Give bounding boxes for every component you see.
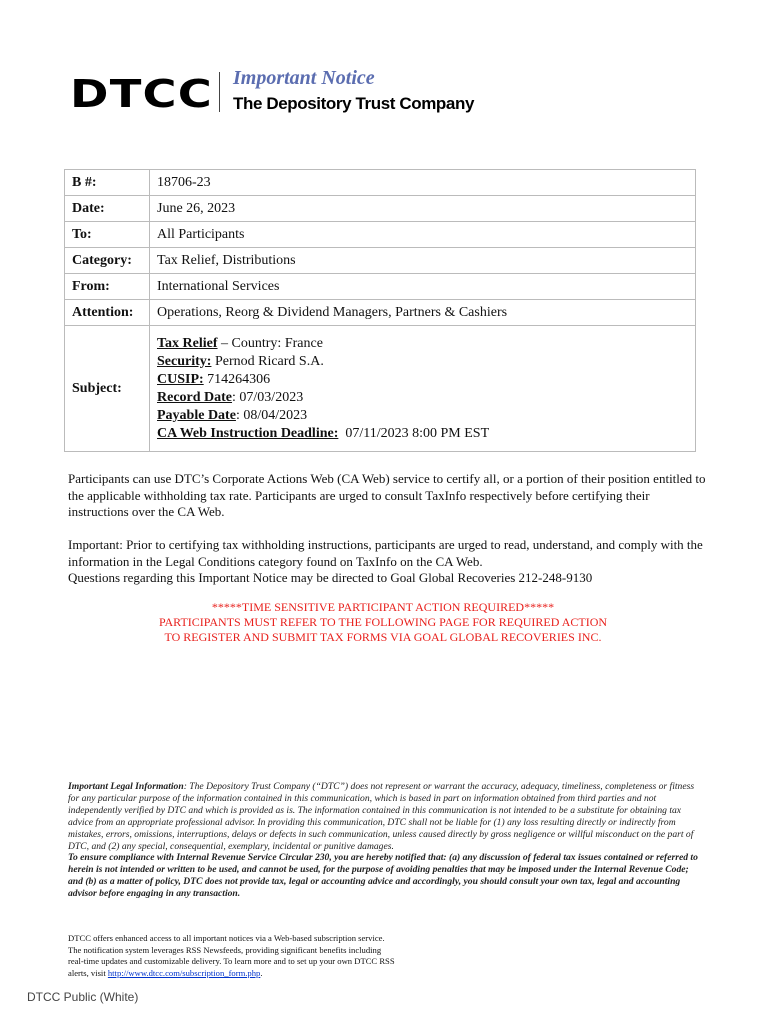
company-name: The Depository Trust Company bbox=[233, 94, 475, 113]
b-number-value: 18706-23 bbox=[150, 170, 696, 196]
rss-line-4-suffix: . bbox=[260, 967, 263, 978]
document-classification: DTCC Public (White) bbox=[27, 990, 139, 1004]
important-text: Important: Prior to certifying tax withholding instructions, participants are urged to read, understand, and comply with the information in the Legal Conditions category found on TaxInfo on the CA Web. bbox=[68, 537, 703, 569]
attention-label: Attention: bbox=[65, 300, 150, 326]
cusip-value: 714264306 bbox=[203, 371, 271, 387]
date-label: Date: bbox=[65, 196, 150, 222]
notice-header bbox=[70, 66, 670, 118]
payable-date-label: Payable Date bbox=[157, 407, 236, 423]
subject-label: Subject: bbox=[65, 326, 150, 452]
subject-security bbox=[157, 353, 688, 371]
alert-line-1: *****TIME SENSITIVE PARTICIPANT ACTION REQUIRED***** bbox=[211, 600, 555, 614]
date-value: June 26, 2023 bbox=[150, 196, 696, 222]
rss-subscription-info bbox=[68, 933, 468, 979]
legal-text-1: : The Depository Trust Company (“DTC”) does not represent or warrant the accuracy, adequacy, timeliness, completeness or fitness for any particular purpose of the information contained in this communication, which is based in part on information obtained from third parties and not independently verified by DTC and which is provided as is. The information contained in this communication is not intended to be a substitute for obtaining tax advice from an appropriate professional advisor. In providing this communication, DTC shall not be liable for (1) any loss resulting directly or indirectly from mistakes, errors, omissions, interruptions, delays or defects in such communication, unless caused directly by gross negligence or willful misconduct on the part of DTC, and (2) any special, consequential, exemplary, incidental or punitive damages. bbox=[68, 781, 695, 852]
time-sensitive-alert bbox=[68, 600, 698, 645]
from-label: From: bbox=[65, 274, 150, 300]
payable-date-value: : 08/04/2023 bbox=[235, 407, 308, 423]
security-value: Pernod Ricard S.A. bbox=[211, 353, 324, 369]
security-label: Security: bbox=[157, 353, 212, 369]
rss-line-1: DTCC offers enhanced access to all important notices via a Web-based subscription service. bbox=[68, 933, 385, 943]
table-row bbox=[65, 300, 696, 326]
subject-deadline bbox=[157, 425, 688, 443]
table-row bbox=[65, 326, 696, 452]
notice-title: Important Notice bbox=[233, 67, 375, 89]
deadline-value: 07/11/2023 8:00 PM EST bbox=[338, 425, 490, 441]
alert-line-3: TO REGISTER AND SUBMIT TAX FORMS VIA GOAL GLOBAL RECOVERIES INC. bbox=[164, 630, 602, 644]
to-label: To: bbox=[65, 222, 150, 248]
deadline-label: CA Web Instruction Deadline: bbox=[157, 425, 339, 441]
alert-line-2: PARTICIPANTS MUST REFER TO THE FOLLOWING PAGE FOR REQUIRED ACTION bbox=[158, 615, 608, 629]
legal-text-2: To ensure compliance with Internal Revenue Service Circular 230, you are hereby notified that: (a) any discussion of federal tax issues contained or referred to herein is not intended or written to be used, and cannot be used, for the purpose of avoiding penalties that may be imposed under the Internal Revenue Code; and (b) as a matter of policy, DTC does not provide tax, legal or accounting advice and accordingly, you should consult your own tax, legal and accounting advisor before engaging in any transaction. bbox=[68, 852, 698, 900]
rss-line-3: real-time updates and customizable delivery. To learn more and to set up your own DTCC RSS bbox=[68, 956, 395, 967]
b-number-label: B #: bbox=[65, 170, 150, 196]
legal-information bbox=[68, 781, 704, 900]
questions-text: Questions regarding this Important Notice may be directed to Goal Global Recoveries 212-248-9130 bbox=[68, 570, 593, 585]
cusip-label: CUSIP: bbox=[157, 371, 204, 387]
subject-tax-relief bbox=[157, 335, 688, 353]
category-value: Tax Relief, Distributions bbox=[150, 248, 696, 274]
subscription-form-link[interactable]: http://www.dtcc.com/subscription_form.php bbox=[107, 967, 261, 978]
record-date-value: : 07/03/2023 bbox=[232, 389, 304, 405]
legal-heading: Important Legal Information bbox=[68, 781, 184, 792]
tax-relief-label: Tax Relief bbox=[157, 335, 218, 351]
subject-value bbox=[150, 326, 696, 452]
dtcc-logo: DTCC bbox=[70, 72, 214, 116]
notice-meta-table bbox=[64, 169, 696, 452]
table-row bbox=[65, 222, 696, 248]
rss-line-4 bbox=[68, 968, 468, 980]
record-date-label: Record Date bbox=[157, 389, 233, 405]
subject-payable-date bbox=[157, 407, 688, 425]
from-value: International Services bbox=[150, 274, 696, 300]
table-row bbox=[65, 196, 696, 222]
ca-web-paragraph: Participants can use DTC’s Corporate Actions Web (CA Web) service to certify all, or a portion of their position entitled to the applicable withholding tax rate. Participants are urged to consult TaxInfo respectively before certifying their instructions over the CA Web. bbox=[68, 471, 706, 519]
tax-relief-value: – Country: France bbox=[217, 335, 323, 351]
rss-line-2: The notification system leverages RSS Newsfeeds, providing significant benefits including bbox=[68, 944, 382, 955]
category-label: Category: bbox=[65, 248, 150, 274]
attention-value: Operations, Reorg & Dividend Managers, Partners & Cashiers bbox=[150, 300, 696, 326]
table-row bbox=[65, 274, 696, 300]
to-value: All Participants bbox=[150, 222, 696, 248]
table-row bbox=[65, 170, 696, 196]
header-divider bbox=[219, 72, 220, 112]
table-row bbox=[65, 248, 696, 274]
rss-line-4-prefix: alerts, visit bbox=[68, 967, 108, 978]
subject-record-date bbox=[157, 389, 688, 407]
subject-cusip bbox=[157, 371, 688, 389]
important-paragraph bbox=[68, 537, 708, 587]
